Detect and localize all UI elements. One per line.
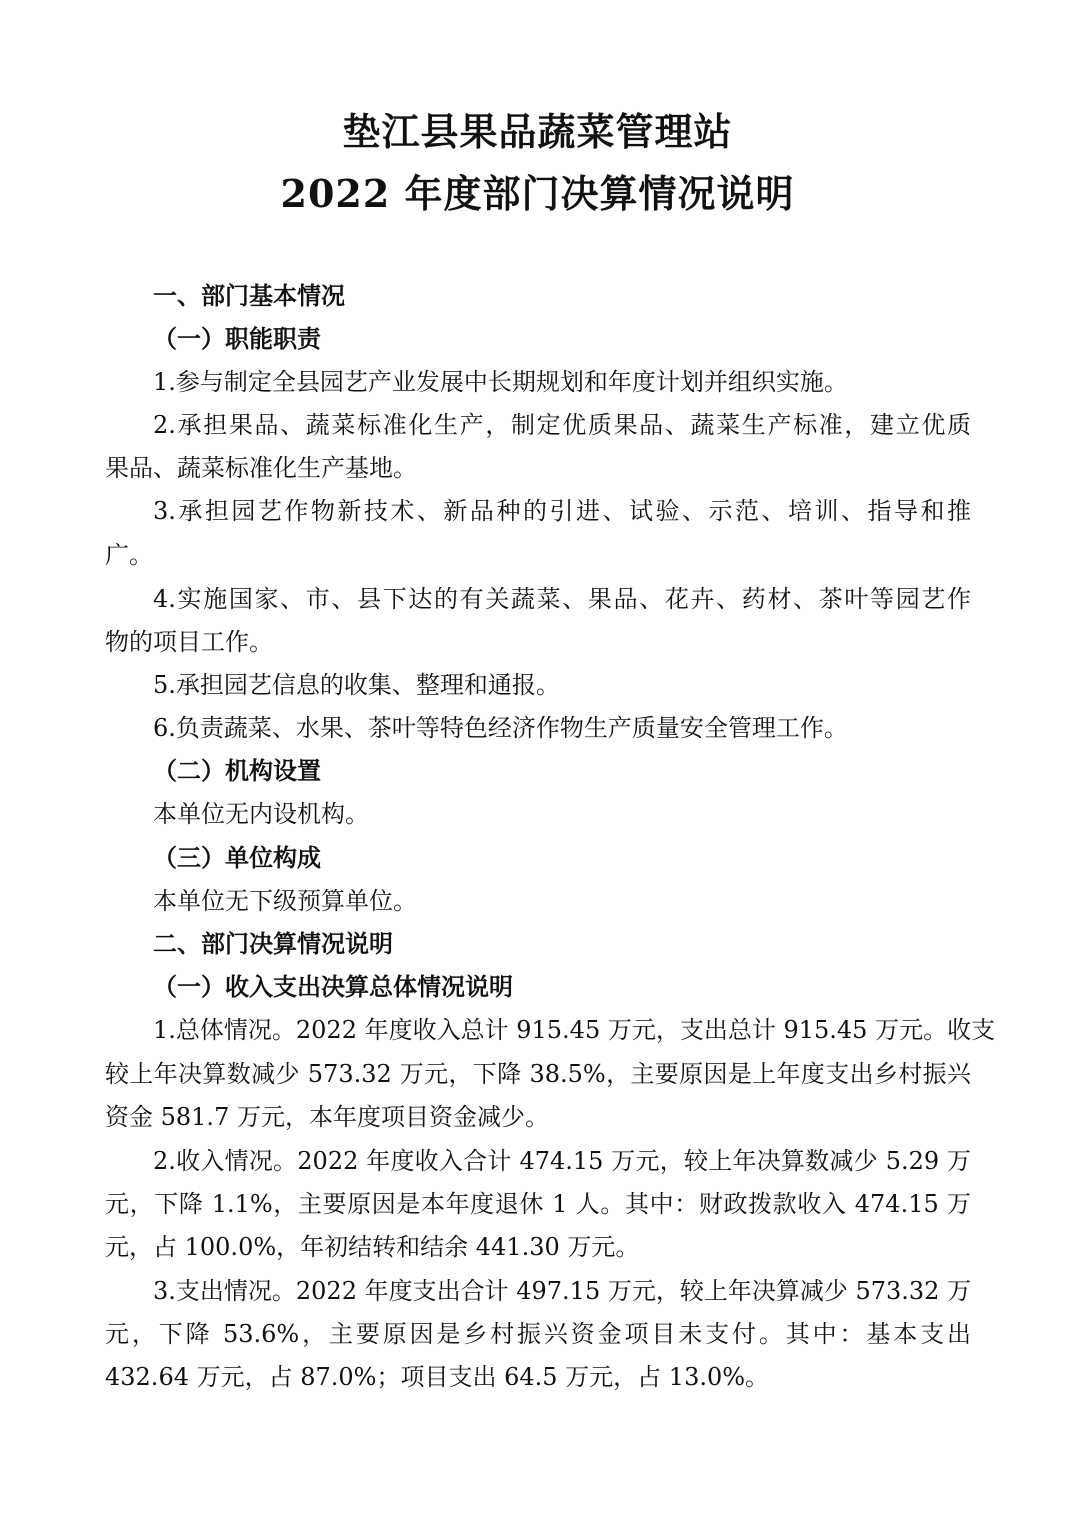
expense-text-line1: 3.支出情况。2022 年度支出合计 497.15 万元，较上年决算减少 573.32 万 [153,1277,972,1305]
overall-text-line1: 1.总体情况。2022 年度收入总计 915.45 万元，支出总计 915.45 万元。收支 [153,1016,996,1044]
section1-heading: 一、部门基本情况 [153,281,345,310]
section1-sub3-heading: （三）单位构成 [153,843,321,872]
duty4-text-line2: 物的项目工作。 [105,628,273,656]
duty5-text: 5.承担园艺信息的收集、整理和通报。 [153,671,560,699]
document-title-line2: 2022 年度部门决算情况说明 [280,171,795,216]
duty6-text: 6.负责蔬菜、水果、茶叶等特色经济作物生产质量安全管理工作。 [153,714,848,742]
expense-text-line3: 432.64 万元，占 87.0%；项目支出 64.5 万元，占 13.0%。 [105,1363,770,1391]
income-text-line3: 元，占 100.0%，年初结转和结余 441.30 万元。 [105,1233,640,1261]
duty4-text-line1: 4.实施国家、市、县下达的有关蔬菜、果品、花卉、药材、茶叶等园艺作 [153,585,971,613]
section2-sub1-heading: （一）收入支出决算总体情况说明 [153,972,513,1001]
document-title-line1: 垫江县果品蔬菜管理站 [342,109,733,154]
duty2-text-line2: 果品、蔬菜标准化生产基地。 [105,454,417,482]
section1-sub2-heading: （二）机构设置 [153,756,321,785]
duty1-text: 1.参与制定全县园艺产业发展中长期规划和年度计划并组织实施。 [153,368,848,396]
duty3-text-line2: 广。 [105,541,153,569]
income-text-line2: 元，下降 1.1%，主要原因是本年度退休 1 人。其中：财政拨款收入 474.15 万 [105,1190,971,1218]
unit-text: 本单位无下级预算单位。 [153,887,417,915]
income-text-line1: 2.收入情况。2022 年度收入合计 474.15 万元，较上年决算数减少 5.29 万 [153,1147,971,1175]
section2-heading: 二、部门决算情况说明 [153,929,393,958]
org-text: 本单位无内设机构。 [153,800,369,828]
duty3-text-line1: 3.承担园艺作物新技术、新品种的引进、试验、示范、培训、指导和推 [153,497,971,525]
overall-text-line2: 较上年决算数减少 573.32 万元，下降 38.5%，主要原因是上年度支出乡村振兴 [105,1060,971,1088]
duty2-text-line1: 2.承担果品、蔬菜标准化生产，制定优质果品、蔬菜生产标准，建立优质 [153,411,971,439]
overall-text-line3: 资金 581.7 万元，本年度项目资金减少。 [105,1103,549,1131]
expense-text-line2: 元，下降 53.6%，主要原因是乡村振兴资金项目未支付。其中：基本支出 [105,1320,971,1348]
section1-sub1-heading: （一）职能职责 [153,324,321,353]
